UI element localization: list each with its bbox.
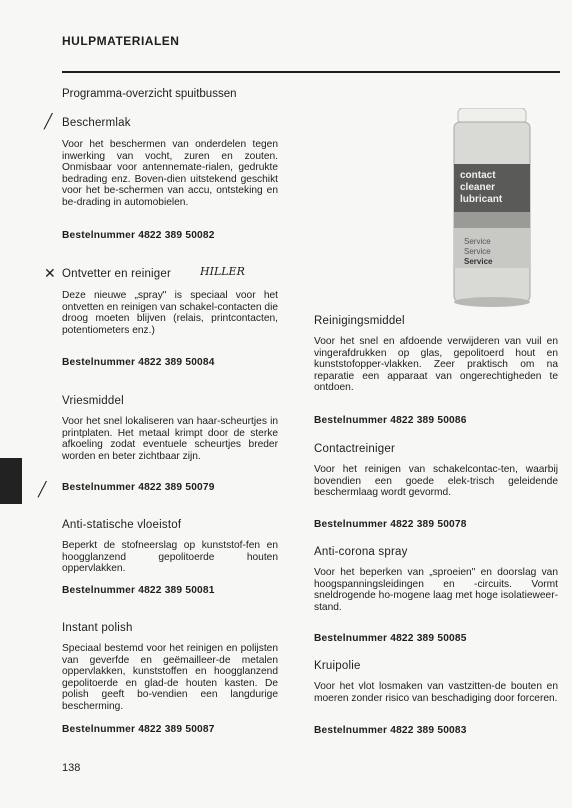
section-body: Voor het snel en afdoende verwijderen van vuil en vingerafdrukken op glas, gepolitoerd hout en kunststofopper-vlakken. Zeer praktisch om na reparatie een apparaat van ongerechtigheden te ontdoen. <box>314 336 558 394</box>
order-number: Bestelnummer 4822 389 50084 <box>62 357 215 368</box>
section-body: Speciaal bestemd voor het reinigen en polijsten van geverfde en geëmailleer-de metalen oppervlakken, kunststoffen en hoogglanzend gepolitoerde en glad-de houten kasten. De polish geeft bo-vendien een langdurige bescherming. <box>62 643 278 712</box>
section-title: Contactreiniger <box>314 443 395 455</box>
header-rule <box>62 71 560 73</box>
can-label-line: contact <box>460 170 496 181</box>
section-title: Beschermlak <box>62 117 131 129</box>
section-title: Anti-corona spray <box>314 546 408 558</box>
order-number: Bestelnummer 4822 389 50086 <box>314 415 467 426</box>
handwritten-note: HILLER <box>200 265 245 278</box>
section-thumb-tab <box>0 458 22 504</box>
order-number: Bestelnummer 4822 389 50078 <box>314 519 467 530</box>
checkmark-icon: ╱ <box>44 114 53 130</box>
page-subtitle: Programma-overzicht spuitbussen <box>62 88 237 100</box>
cross-mark-icon: ✕ <box>44 266 56 282</box>
section-title: Vriesmiddel <box>62 395 124 407</box>
section-body: Voor het snel lokaliseren van haar-scheurtjes in printplaten. Het metaal krimpt door de sterke afkoeling zodat eventuele scheurtjes breder worden en beter zichtbaar zijn. <box>62 416 278 462</box>
can-label-line: Service <box>464 257 493 266</box>
can-label-line: cleaner <box>460 182 496 193</box>
spray-can-image <box>452 108 532 313</box>
checkmark-icon: ╱ <box>38 482 47 498</box>
order-number: Bestelnummer 4822 389 50079 <box>62 482 215 493</box>
section-body: Voor het beperken van „sproeien" en doorslag van hoogspanningsleidingen en -circuits. Vormt sneldrogende ho-mogene laag met hoge isolatieweer-stand. <box>314 567 558 613</box>
section-body: Voor het reinigen van schakelcontac-ten, waarbij bovendien een goede elek-trisch geleidende beschermlaag wordt gevormd. <box>314 464 558 499</box>
section-title: Kruipolie <box>314 660 361 672</box>
section-body: Deze nieuwe „spray" is speciaal voor het ontvetten en reinigen van schakel-contacten die droog moeten blijven (relais, printcontacten, potentiometers enz.) <box>62 290 278 336</box>
order-number: Bestelnummer 4822 389 50085 <box>314 633 467 644</box>
section-title: Ontvetter en reiniger <box>62 268 172 280</box>
order-number: Bestelnummer 4822 389 50082 <box>62 230 215 241</box>
section-body: Beperkt de stofneerslag op kunststof-fen en hoogglanzend gepolitoerde houten oppervlakken. <box>62 540 278 575</box>
section-body: Voor het vlot losmaken van vastzitten-de bouten en moeren zonder risico van beschadiging door forceren. <box>314 681 558 704</box>
page-title: HULPMATERIALEN <box>62 34 180 48</box>
order-number: Bestelnummer 4822 389 50081 <box>62 585 215 596</box>
section-title: Instant polish <box>62 622 133 634</box>
can-label-line: Service <box>464 237 491 246</box>
section-body: Voor het beschermen van onderdelen tegen inwerking van vocht, zuren en zouten. Onmisbaar voor antennemate-rialen, gedrukte bedrading enz. Boven-dien uitstekend geschikt voor het be-schermen van accu, ontsteking en be-drading in automobielen. <box>62 139 278 208</box>
can-label-line: Service <box>464 247 491 256</box>
section-title: Anti-statische vloeistof <box>62 519 182 531</box>
section-title: Reinigingsmiddel <box>314 315 405 327</box>
order-number: Bestelnummer 4822 389 50083 <box>314 725 467 736</box>
order-number: Bestelnummer 4822 389 50087 <box>62 724 215 735</box>
can-label-line: lubricant <box>460 194 503 205</box>
page-number: 138 <box>62 762 81 774</box>
